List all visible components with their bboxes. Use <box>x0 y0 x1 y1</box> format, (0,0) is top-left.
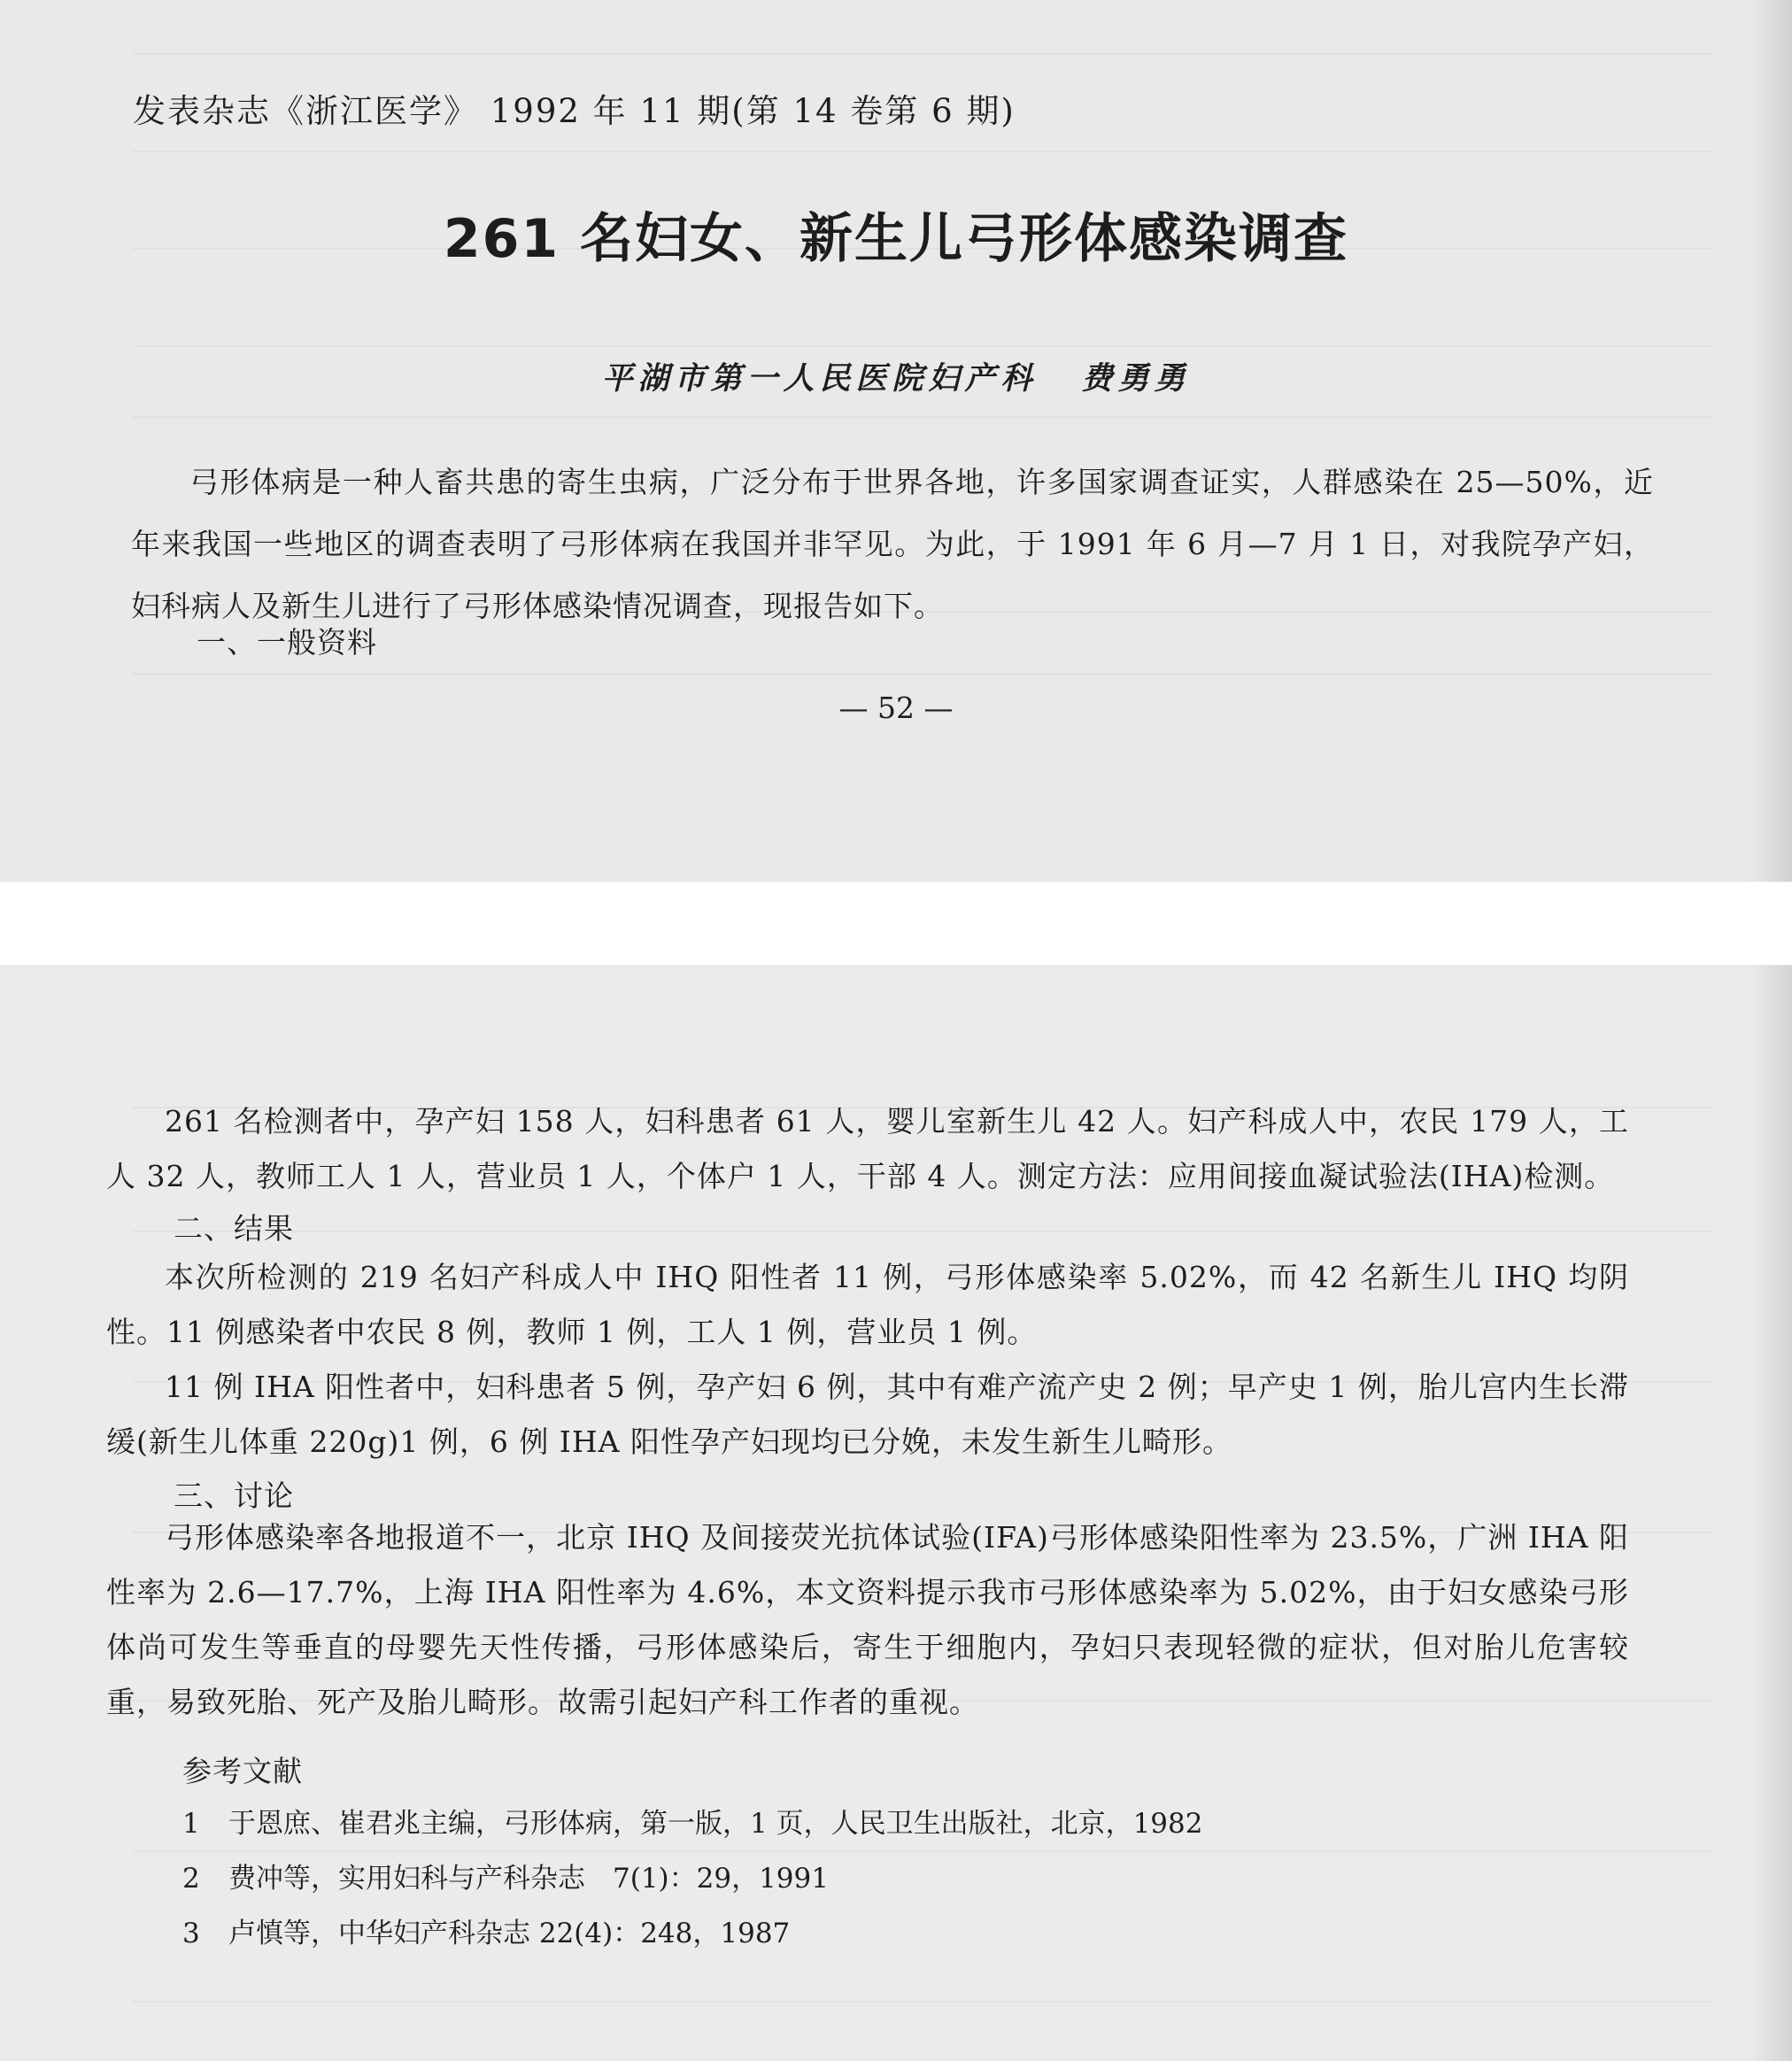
reference-text: 卢慎等，中华妇产科杂志 22(4)：248，1987 <box>228 1918 791 1949</box>
section-heading-references: 参考文献 <box>182 1754 303 1788</box>
author-affiliation: 平湖市第一人民医院妇产科 <box>601 360 1038 397</box>
reference-item <box>182 1856 1202 1910</box>
reference-number: 1 <box>182 1808 200 1840</box>
reference-list <box>182 1801 1202 1965</box>
section-heading-discussion: 三、讨论 <box>174 1478 294 1513</box>
general-paragraph: 261 名检测者中，孕产妇 158 人，妇科患者 61 人，婴儿室新生儿 42 人。妇产科成人中，农民 179 人，工人 32 人，教师工人 1 人，营业员 1 人，个体户 1 人，干部 4 人。测定方法：应用间接血凝试验法(IHA)检测。 <box>106 1104 1629 1193</box>
author-name: 费勇勇 <box>1081 360 1191 397</box>
reference-number: 3 <box>182 1918 200 1949</box>
reference-item <box>182 1910 1202 1965</box>
page-number: — 52 — <box>838 691 954 725</box>
reference-item <box>182 1801 1202 1856</box>
scan-top-page <box>0 0 1792 882</box>
bleed-through-line <box>133 1231 1712 1232</box>
reference-number: 2 <box>182 1863 200 1895</box>
intro-paragraph: 弓形体病是一种人畜共患的寄生虫病，广泛分布于世界各地，许多国家调查证实，人群感染在 25—50%，近年来我国一些地区的调查表明了弓形体病在我国并非罕见。为此，于 1991 年 6 月—7 月 1 日，对我院孕产妇，妇科病人及新生儿进行了弓形体感染情况调查，现报告如下。 <box>131 465 1654 623</box>
reference-text: 于恩庶、崔君兆主编，弓形体病，第一版，1 页，人民卫生出版社，北京，1982 <box>228 1808 1203 1840</box>
results-paragraph-2: 11 例 IHA 阳性者中，妇科患者 5 例，孕产妇 6 例，其中有难产流产史 2 例；早产史 1 例，胎儿宫内生长滞缓(新生儿体重 220g)1 例，6 例 IHA 阳性孕产妇现均已分娩，未发生新生儿畸形。 <box>106 1370 1629 1459</box>
reference-text: 费冲等，实用妇科与产科杂志 7(1)：29，1991 <box>228 1863 829 1895</box>
bleed-through-line <box>133 151 1712 152</box>
journal-line: 发表杂志《浙江医学》 1992 年 11 期(第 14 卷第 6 期) <box>133 92 1016 130</box>
article-title: 261 名妇女、新生儿弓形体感染调查 <box>443 208 1349 270</box>
bleed-through-line <box>133 673 1712 675</box>
bleed-through-line <box>133 53 1712 55</box>
bleed-through-line <box>133 345 1712 347</box>
section-heading-general: 一、一般资料 <box>197 625 377 660</box>
author-line <box>0 354 1792 398</box>
bleed-through-line <box>133 416 1712 418</box>
results-paragraph-1: 本次所检测的 219 名妇产科成人中 IHQ 阳性者 11 例，弓形体感染率 5.02%，而 42 名新生儿 IHQ 均阴性。11 例感染者中农民 8 例，教师 1 例，工人 1 例，营业员 1 例。 <box>106 1260 1629 1349</box>
discussion-paragraph: 弓形体感染率各地报道不一，北京 IHQ 及间接荧光抗体试验(IFA)弓形体感染阳性率为 23.5%，广洲 IHA 阳性率为 2.6—17.7%，上海 IHA 阳性率为 4.6%，本文资料提示我市弓形体感染率为 5.02%，由于妇女感染弓形体尚可发生等垂直的母婴先天性传播，弓形体感染后，寄生于细胞内，孕妇只表现轻微的症状，但对胎儿危害较重，易致死胎、死产及胎儿畸形。故需引起妇产科工作者的重视。 <box>106 1520 1629 1719</box>
bleed-through-line <box>133 2001 1712 2003</box>
section-heading-results: 二、结果 <box>174 1211 294 1246</box>
